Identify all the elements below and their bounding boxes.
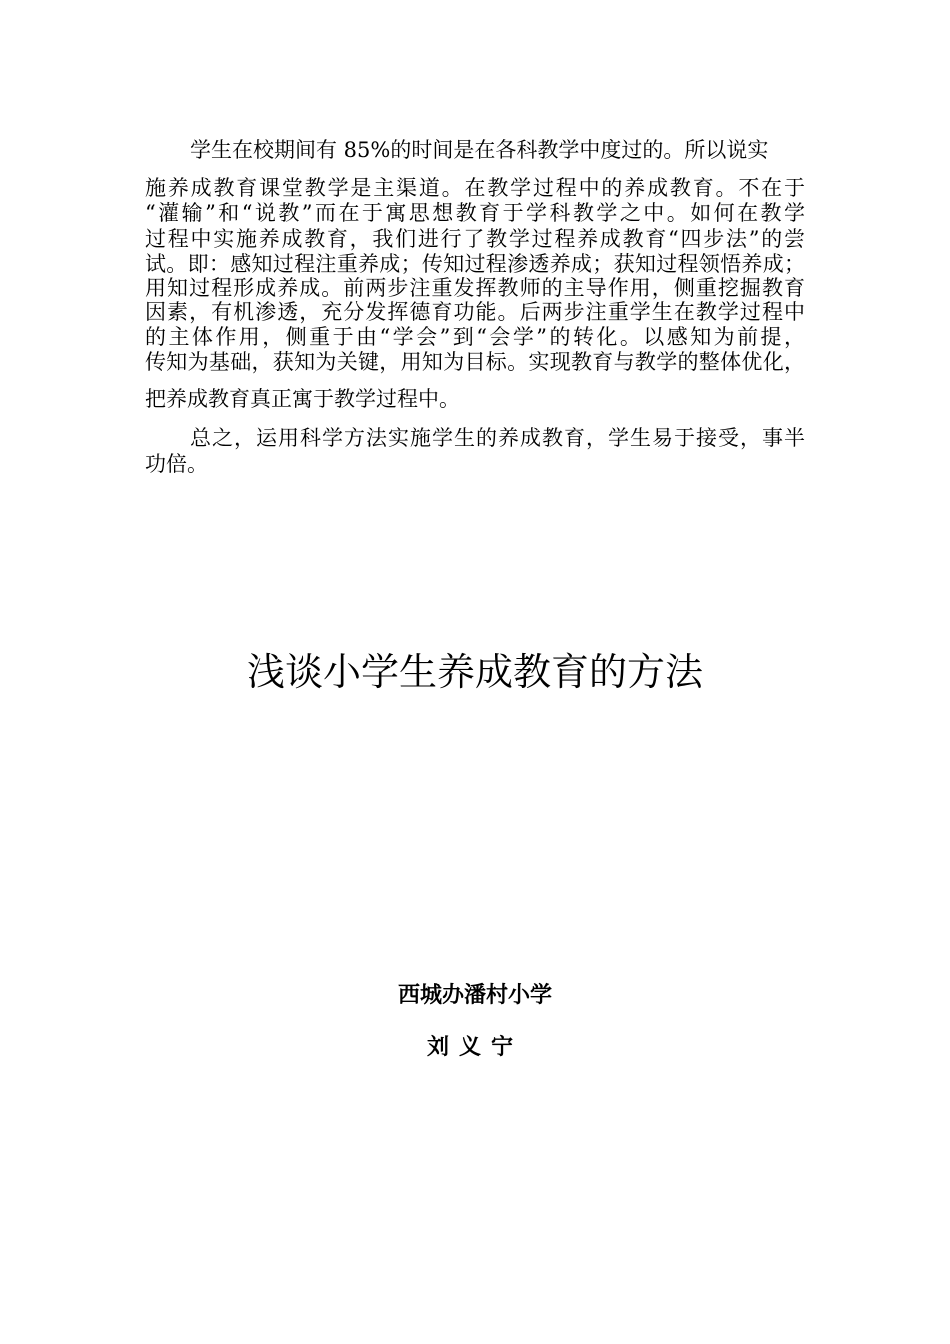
document-title: 浅谈小学生养成教育的方法 (246, 650, 703, 694)
paragraph1-line-8: 的主体作用，侧重于由“学会”到“会学”的转化。以感知为前提， (145, 325, 805, 349)
paragraph1-line-1: 学生在校期间有 85%的时间是在各科教学中度过的。所以说实 (190, 138, 769, 162)
paragraph1-line-2: 施养成教育课堂教学是主渠道。在教学过程中的养成教育。不在于 (145, 176, 805, 200)
author-name: 刘义宁 (426, 1035, 523, 1060)
paragraph1-line-9: 传知为基础，获知为关键，用知为目标。实现教育与教学的整体优化， (145, 350, 805, 374)
paragraph1-line-10: 把养成教育真正寓于教学过程中。 (145, 387, 460, 411)
school-name: 西城办潘村小学 (397, 983, 552, 1008)
paragraph1-line-5: 试。即：感知过程注重养成；传知过程渗透养成；获知过程领悟养成； (145, 252, 805, 276)
paragraph1-line-4: 过程中实施养成教育，我们进行了教学过程养成教育“四步法”的尝 (145, 227, 805, 251)
paragraph1-line-6: 用知过程形成养成。前两步注重发挥教师的主导作用，侧重挖掘教育 (145, 276, 805, 300)
paragraph2-line-1: 总之，运用科学方法实施学生的养成教育，学生易于接受，事半 (190, 426, 805, 450)
paragraph1-line-3: “灌输”和“说教”而在于寓思想教育于学科教学之中。如何在教学 (145, 201, 805, 225)
paragraph2-line-2: 功倍。 (145, 452, 208, 476)
paragraph1-line-7: 因素，有机渗透，充分发挥德育功能。后两步注重学生在教学过程中 (145, 300, 805, 324)
